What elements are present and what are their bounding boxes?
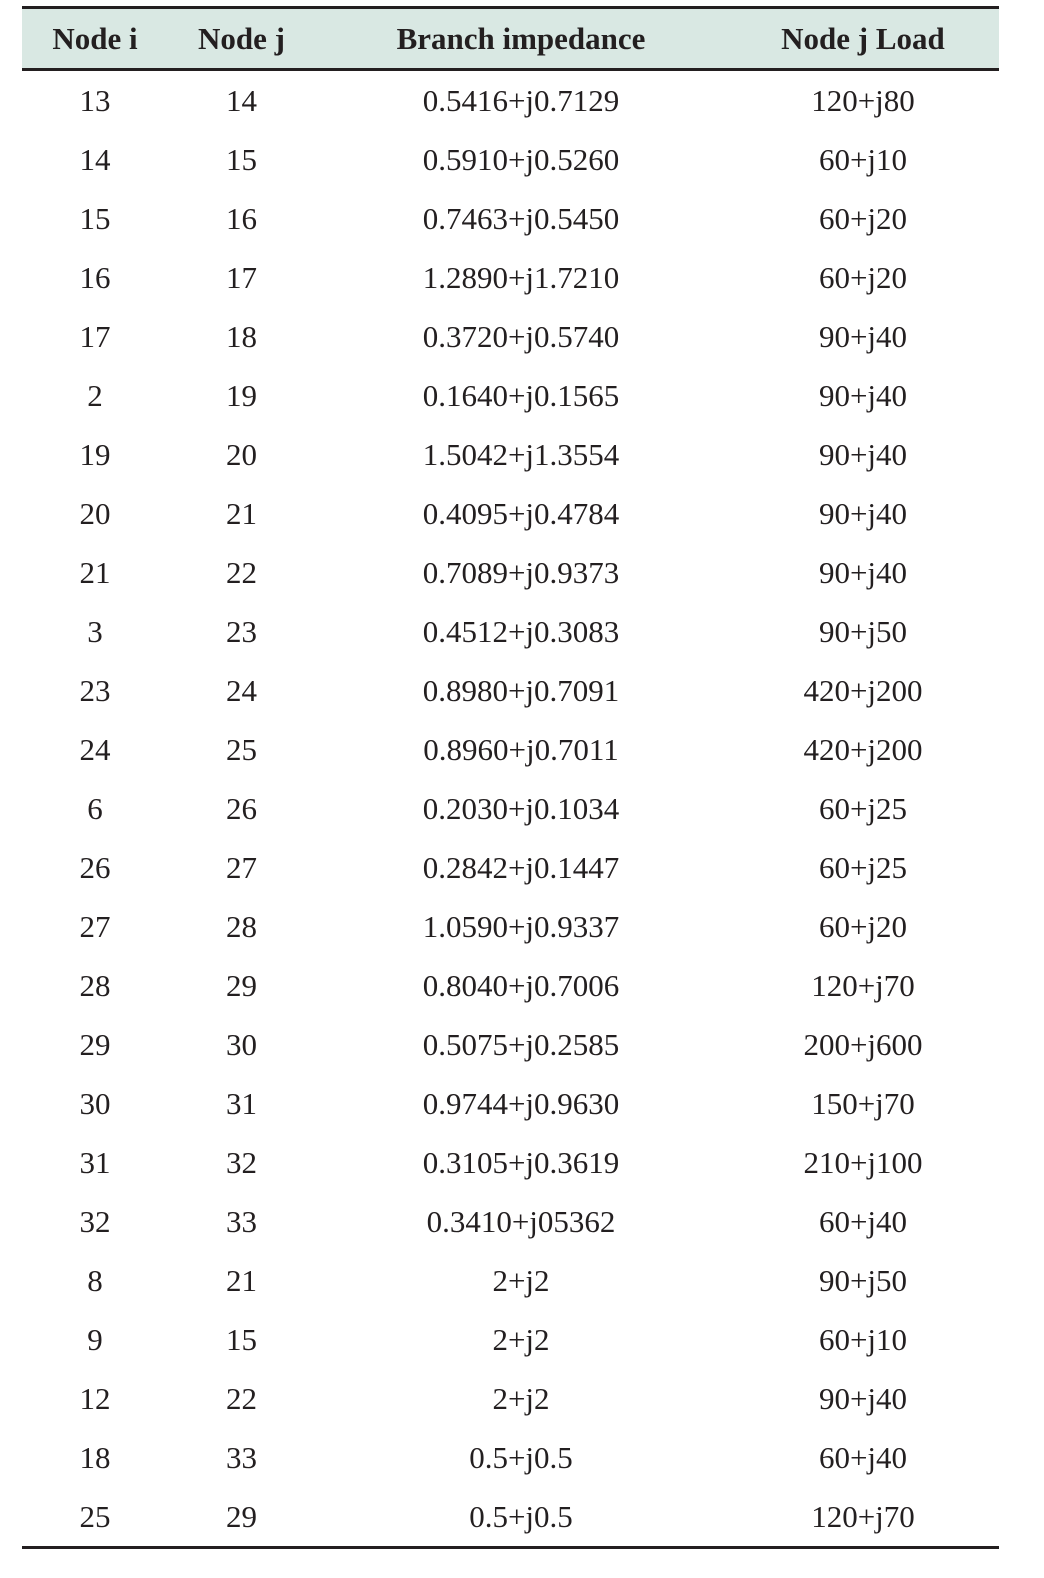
cell-branch-impedance: 0.5910+j0.5260 bbox=[422, 141, 620, 177]
cell-node-j-load: 90+j40 bbox=[818, 377, 908, 413]
cell-node-i: 13 bbox=[79, 82, 111, 118]
table-row bbox=[22, 248, 999, 307]
cell-node-j-load: 60+j10 bbox=[818, 141, 908, 177]
cell-node-i: 23 bbox=[79, 672, 111, 708]
header-node-j: Node j bbox=[168, 8, 315, 70]
table-row bbox=[22, 661, 999, 720]
cell-node-j: 26 bbox=[226, 790, 257, 826]
cell-node-i: 20 bbox=[79, 495, 111, 531]
cell-node-j-load: 90+j40 bbox=[818, 554, 908, 590]
cell-node-j: 20 bbox=[226, 436, 257, 472]
cell-node-i: 16 bbox=[79, 259, 111, 295]
cell-branch-impedance: 0.3410+j05362 bbox=[426, 1203, 616, 1239]
table-row bbox=[22, 1428, 999, 1487]
cell-node-j: 17 bbox=[226, 259, 257, 295]
cell-node-i: 28 bbox=[79, 967, 111, 1003]
cell-node-j: 29 bbox=[226, 967, 257, 1003]
table-row bbox=[22, 897, 999, 956]
cell-node-j: 21 bbox=[226, 1262, 257, 1298]
table-row bbox=[22, 602, 999, 661]
cell-node-j-load: 120+j70 bbox=[727, 1487, 999, 1548]
cell-node-j: 24 bbox=[226, 672, 257, 708]
cell-branch-impedance: 2+j2 bbox=[492, 1262, 550, 1298]
cell-node-j-load: 60+j20 bbox=[818, 200, 908, 236]
table-row bbox=[22, 720, 999, 779]
table-body bbox=[22, 70, 999, 1548]
table-row bbox=[22, 1015, 999, 1074]
cell-branch-impedance: 0.7089+j0.9373 bbox=[422, 554, 620, 590]
cell-node-i: 21 bbox=[79, 554, 111, 590]
cell-node-j: 22 bbox=[226, 1380, 257, 1416]
cell-branch-impedance: 1.0590+j0.9337 bbox=[422, 908, 620, 944]
cell-node-j-load: 60+j10 bbox=[818, 1321, 908, 1357]
cell-node-i: 18 bbox=[79, 1439, 111, 1475]
cell-node-i: 8 bbox=[87, 1262, 103, 1298]
header-node-j-load: Node j Load bbox=[727, 8, 999, 70]
cell-branch-impedance: 0.4095+j0.4784 bbox=[422, 495, 620, 531]
cell-node-j-load: 90+j40 bbox=[818, 436, 908, 472]
cell-node-j: 23 bbox=[226, 613, 257, 649]
table-row bbox=[22, 1310, 999, 1369]
cell-node-j: 33 bbox=[226, 1439, 257, 1475]
data-table-container bbox=[22, 6, 999, 1549]
table-row bbox=[22, 1133, 999, 1192]
cell-branch-impedance: 0.1640+j0.1565 bbox=[422, 377, 620, 413]
cell-node-i: 17 bbox=[79, 318, 111, 354]
cell-node-j-load: 120+j70 bbox=[811, 967, 915, 1003]
cell-node-i: 30 bbox=[79, 1085, 111, 1121]
cell-node-j-load: 60+j20 bbox=[818, 259, 908, 295]
table-row bbox=[22, 307, 999, 366]
cell-node-j-load: 420+j200 bbox=[803, 672, 923, 708]
cell-node-j: 29 bbox=[168, 1487, 315, 1548]
table-row bbox=[22, 543, 999, 602]
table-row bbox=[22, 1487, 999, 1548]
cell-node-i: 25 bbox=[22, 1487, 168, 1548]
cell-node-j: 32 bbox=[226, 1144, 257, 1180]
cell-branch-impedance: 0.3105+j0.3619 bbox=[422, 1144, 620, 1180]
cell-node-i: 32 bbox=[79, 1203, 111, 1239]
table-row bbox=[22, 366, 999, 425]
table-row bbox=[22, 1369, 999, 1428]
cell-branch-impedance: 0.8980+j0.7091 bbox=[422, 672, 620, 708]
cell-node-j-load: 420+j200 bbox=[803, 731, 923, 767]
cell-node-j-load: 90+j40 bbox=[818, 318, 908, 354]
cell-branch-impedance: 2+j2 bbox=[492, 1321, 550, 1357]
table-header-row bbox=[22, 8, 999, 70]
cell-node-j: 30 bbox=[226, 1026, 257, 1062]
cell-node-j: 18 bbox=[226, 318, 257, 354]
cell-node-i: 31 bbox=[79, 1144, 111, 1180]
cell-branch-impedance: 0.2030+j0.1034 bbox=[422, 790, 620, 826]
cell-node-i: 19 bbox=[79, 436, 111, 472]
table-row bbox=[22, 70, 999, 131]
cell-node-j-load: 60+j25 bbox=[818, 849, 908, 885]
cell-node-j: 25 bbox=[226, 731, 257, 767]
cell-node-i: 3 bbox=[87, 613, 103, 649]
cell-branch-impedance: 0.5+j0.5 bbox=[315, 1487, 727, 1548]
cell-branch-impedance: 0.7463+j0.5450 bbox=[422, 200, 620, 236]
cell-node-j-load: 90+j50 bbox=[818, 613, 908, 649]
cell-node-j: 16 bbox=[226, 200, 257, 236]
cell-node-i: 24 bbox=[79, 731, 111, 767]
cell-branch-impedance: 0.3720+j0.5740 bbox=[422, 318, 620, 354]
cell-node-j: 31 bbox=[226, 1085, 257, 1121]
cell-node-i: 29 bbox=[79, 1026, 111, 1062]
cell-node-j-load: 120+j80 bbox=[811, 82, 915, 118]
cell-node-j-load: 60+j20 bbox=[818, 908, 908, 944]
cell-node-i: 2 bbox=[87, 377, 103, 413]
table-row bbox=[22, 484, 999, 543]
table-row bbox=[22, 130, 999, 189]
cell-branch-impedance: 1.5042+j1.3554 bbox=[422, 436, 620, 472]
cell-node-j-load: 90+j50 bbox=[818, 1262, 908, 1298]
table-row bbox=[22, 1192, 999, 1251]
header-node-i: Node i bbox=[22, 8, 168, 70]
cell-branch-impedance: 2+j2 bbox=[492, 1380, 550, 1416]
cell-branch-impedance: 0.5416+j0.7129 bbox=[422, 82, 620, 118]
table-row bbox=[22, 1074, 999, 1133]
branch-data-table bbox=[22, 6, 999, 1549]
cell-branch-impedance: 0.4512+j0.3083 bbox=[422, 613, 620, 649]
cell-node-j-load: 150+j70 bbox=[811, 1085, 915, 1121]
cell-node-i: 15 bbox=[79, 200, 111, 236]
table-row bbox=[22, 425, 999, 484]
header-branch-impedance: Branch impedance bbox=[315, 8, 727, 70]
cell-node-j: 21 bbox=[226, 495, 257, 531]
cell-node-j: 27 bbox=[226, 849, 257, 885]
cell-node-i: 12 bbox=[79, 1380, 111, 1416]
cell-node-i: 14 bbox=[79, 141, 111, 177]
cell-branch-impedance: 0.8040+j0.7006 bbox=[422, 967, 620, 1003]
cell-node-j: 33 bbox=[226, 1203, 257, 1239]
table-row bbox=[22, 838, 999, 897]
cell-branch-impedance: 0.9744+j0.9630 bbox=[422, 1085, 620, 1121]
cell-node-j: 15 bbox=[226, 141, 257, 177]
cell-node-j: 22 bbox=[226, 554, 257, 590]
cell-branch-impedance: 0.5075+j0.2585 bbox=[422, 1026, 620, 1062]
cell-node-j-load: 60+j25 bbox=[818, 790, 908, 826]
cell-branch-impedance: 0.2842+j0.1447 bbox=[422, 849, 620, 885]
cell-node-j-load: 90+j40 bbox=[818, 495, 908, 531]
table-row bbox=[22, 189, 999, 248]
cell-branch-impedance: 1.2890+j1.7210 bbox=[422, 259, 620, 295]
cell-node-i: 9 bbox=[87, 1321, 103, 1357]
cell-branch-impedance: 0.5+j0.5 bbox=[469, 1439, 573, 1475]
table-row bbox=[22, 779, 999, 838]
cell-node-i: 27 bbox=[79, 908, 111, 944]
cell-node-i: 26 bbox=[79, 849, 111, 885]
cell-branch-impedance: 0.8960+j0.7011 bbox=[423, 731, 619, 767]
cell-node-j: 14 bbox=[226, 82, 257, 118]
cell-node-j-load: 60+j40 bbox=[818, 1203, 908, 1239]
cell-node-j-load: 200+j600 bbox=[803, 1026, 923, 1062]
cell-node-j-load: 210+j100 bbox=[803, 1144, 923, 1180]
cell-node-j: 19 bbox=[226, 377, 257, 413]
table-row bbox=[22, 1251, 999, 1310]
table-row bbox=[22, 956, 999, 1015]
cell-node-j-load: 90+j40 bbox=[818, 1380, 908, 1416]
cell-node-i: 6 bbox=[87, 790, 103, 826]
cell-node-j-load: 60+j40 bbox=[818, 1439, 908, 1475]
cell-node-j: 28 bbox=[226, 908, 257, 944]
cell-node-j: 15 bbox=[226, 1321, 257, 1357]
